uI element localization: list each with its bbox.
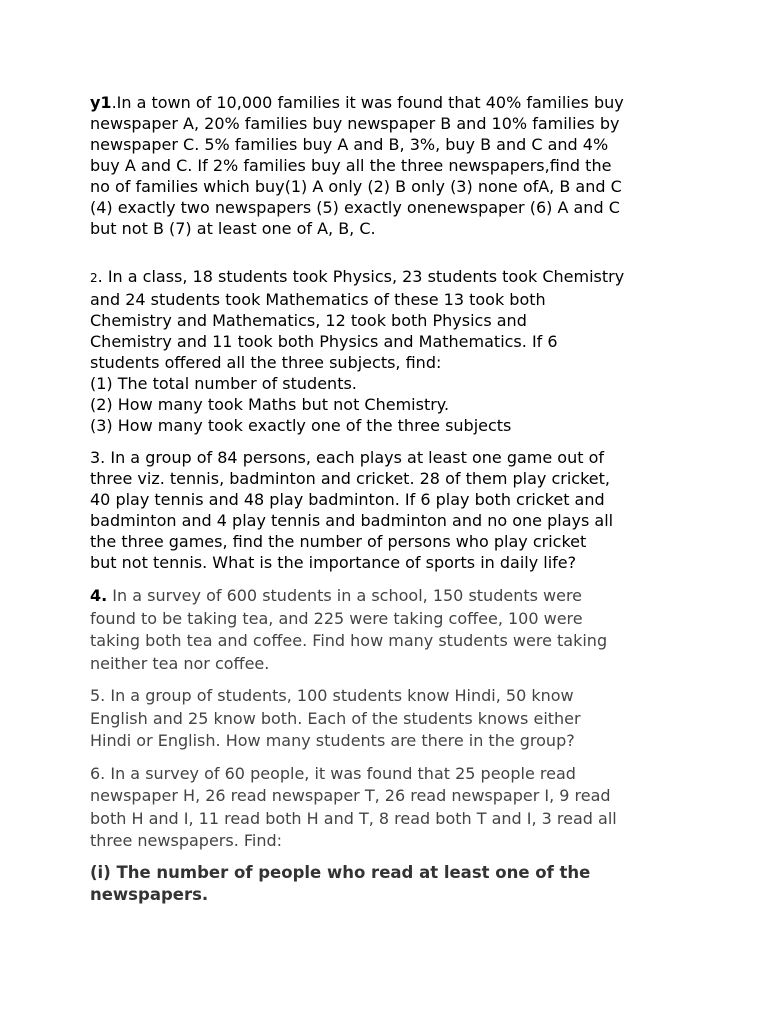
question-2 [90,266,690,436]
question-6-part-i: (i) The number of people who read at least one of the newspapers. [90,862,591,904]
question-6-text: 6. In a survey of 60 people, it was found that 25 people read newspaper H, 26 read newspaper T, 26 read newspaper I, 9 read both H and I, 11 read both H and T, 8 read both T and I, 3 read all three newspapers. Find: [90,763,617,850]
question-1-text: .In a town of 10,000 families it was found that 40% families buy newspaper A, 20% families buy newspaper B and 10% families by newspaper C. 5% families buy A and B, 3%, buy B and C and 4% buy A and C. If 2% families buy all the three newspapers,find the no of families which buy(1) A only (2) B only (3) none ofA, B and C (4) exactly two newspapers (5) exactly onenewspaper (6) A and C but not B (7) at least one of A, B, C. [90,93,624,238]
question-3 [90,447,690,573]
question-4-number: 4. [90,586,108,605]
question-6 [90,763,690,853]
question-4 [90,585,690,675]
question-4-text: In a survey of 600 students in a school, 150 students were found to be taking tea, and 225 were taking coffee, 100 were taking both tea and coffee. Find how many students were taking neither tea nor coffee. [90,586,608,673]
question-5-text: 5. In a group of students, 100 students know Hindi, 50 know English and 25 know both. Each of the students knows either Hindi or English. How many students are there in the group? [90,686,581,750]
question-1-number: y1 [90,93,112,112]
document-page [90,92,690,906]
question-2-number: 2 [90,271,98,285]
question-2-text: . In a class, 18 students took Physics, 23 students took Chemistry and 24 students took Mathematics of these 13 took both Chemistry and Mathematics, 12 took both Physics and Chemistry and 11 took both Physics and Mathematics. If 6 students offered all the three subjects, find: (1) The total number of students. (2) How many took Maths but not Chemistry. (3) How many took exactly one of the three subjects [90,267,625,435]
question-3-text: 3. In a group of 84 persons, each plays at least one game out of three viz. tennis, badminton and cricket. 28 of them play cricket, 40 play tennis and 48 play badminton. If 6 play both cricket and badminton and 4 play tennis and badminton and no one plays all the three games, find the number of persons who play cricket but not tennis. What is the importance of sports in daily life? [90,448,614,572]
question-5 [90,685,690,753]
question-1 [90,92,690,239]
